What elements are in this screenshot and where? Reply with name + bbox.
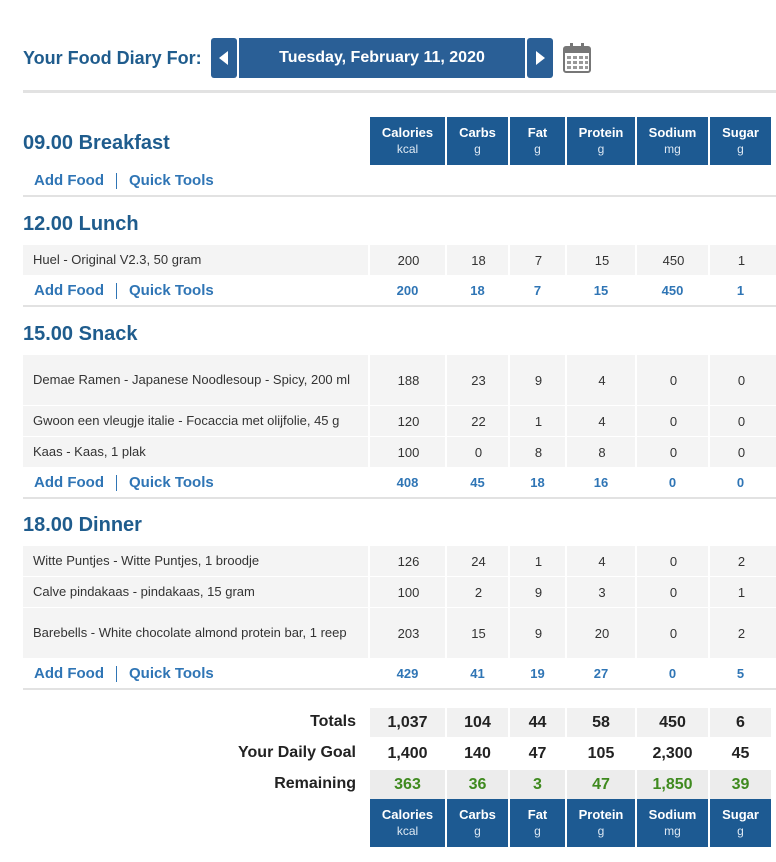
food-sugar-value: 1 <box>708 577 773 607</box>
summary-remaining-carbs: 36 <box>468 775 487 793</box>
diary-header <box>23 38 202 78</box>
food-carbs-value: 15 <box>445 608 510 658</box>
food-calories-value: 126 <box>368 546 447 576</box>
column-label: Carbs <box>459 807 496 822</box>
top-protein-header <box>567 117 635 165</box>
add-food-link[interactable]: Add Food <box>34 665 104 682</box>
food-entry-row[interactable] <box>23 577 776 608</box>
summary-remaining-sugar: 39 <box>731 775 750 793</box>
meal-sugar-total: 5 <box>736 666 745 681</box>
column-unit: g <box>474 142 481 156</box>
meal-carbs-total: 41 <box>470 666 485 681</box>
meal-sodium-total: 450 <box>661 283 684 298</box>
header-divider <box>23 90 776 93</box>
column-unit: kcal <box>396 824 419 838</box>
summary-totals-carbs: 104 <box>464 713 491 731</box>
food-name[interactable]: Demae Ramen - Japanese Noodlesoup - Spicy, 200 ml <box>33 372 350 387</box>
meal-fat-total: 19 <box>530 666 545 681</box>
summary-goal-sodium: 2,300 <box>652 744 693 762</box>
food-calories-value: 200 <box>368 245 447 275</box>
top-sodium-header <box>637 117 708 165</box>
link-divider <box>116 666 117 682</box>
column-unit: g <box>597 142 605 156</box>
food-protein-value: 4 <box>565 355 637 405</box>
summary-totals-fat: 44 <box>528 713 547 731</box>
summary-goal-carbs: 140 <box>464 744 491 762</box>
food-protein-value: 4 <box>565 546 637 576</box>
meal-summary-row <box>23 166 776 197</box>
meal-summary-row <box>23 276 776 307</box>
food-entry-row[interactable] <box>23 406 776 437</box>
meal-actions <box>34 276 214 305</box>
top-carbs-header <box>447 117 508 165</box>
top-fat-header <box>510 117 565 165</box>
meal-actions <box>34 659 214 688</box>
column-label: Sodium <box>648 807 697 822</box>
column-label: Sodium <box>648 125 697 140</box>
food-name[interactable]: Gwoon een vleugje italie - Focaccia met olijfolie, 45 g <box>33 413 340 428</box>
quick-tools-link[interactable]: Quick Tools <box>128 172 214 189</box>
food-sodium-value: 0 <box>635 406 710 436</box>
column-unit: g <box>737 824 744 838</box>
food-entry-row[interactable] <box>23 355 776 406</box>
meal-sodium-total: 0 <box>668 666 677 681</box>
meal-title: 12.00 Lunch <box>23 213 139 235</box>
food-fat-value: 1 <box>508 546 567 576</box>
meal-protein-total: 27 <box>593 666 609 681</box>
column-unit: g <box>737 142 744 156</box>
bottom-carbs-header <box>447 799 508 847</box>
food-calories-value: 100 <box>368 437 447 467</box>
food-sugar-value: 2 <box>708 608 773 658</box>
link-divider <box>116 475 117 491</box>
meal-title: 18.00 Dinner <box>23 514 142 536</box>
add-food-link[interactable]: Add Food <box>34 474 104 491</box>
summary-remaining-calories: 363 <box>394 775 421 793</box>
current-date[interactable]: Tuesday, February 11, 2020 <box>239 38 525 78</box>
column-label: Fat <box>527 125 548 140</box>
diary-title: Your Food Diary For: <box>23 47 202 68</box>
food-calories-value: 120 <box>368 406 447 436</box>
summary-goal-protein: 105 <box>587 744 615 762</box>
bottom-calories-header <box>370 799 445 847</box>
column-unit: g <box>534 142 541 156</box>
date-navigator <box>211 38 553 78</box>
add-food-link[interactable]: Add Food <box>34 282 104 299</box>
food-name[interactable]: Barebells - White chocolate almond protein bar, 1 reep <box>33 625 347 640</box>
summary-remaining-protein: 47 <box>592 775 610 793</box>
next-day-button[interactable] <box>527 38 553 78</box>
meal-protein-total: 16 <box>593 475 609 490</box>
food-sodium-value: 0 <box>635 355 710 405</box>
quick-tools-link[interactable]: Quick Tools <box>128 282 214 299</box>
meal-actions <box>34 468 214 497</box>
meal-summary-row <box>23 468 776 499</box>
food-name[interactable]: Huel - Original V2.3, 50 gram <box>33 252 202 267</box>
link-divider <box>116 173 117 189</box>
meal-protein-total: 15 <box>593 283 609 298</box>
food-carbs-value: 23 <box>445 355 510 405</box>
food-entry-row[interactable] <box>23 245 776 276</box>
food-sugar-value: 0 <box>708 406 773 436</box>
previous-day-button[interactable] <box>211 38 237 78</box>
summary-goal-label: Your Daily Goal <box>238 744 356 761</box>
food-fat-value: 9 <box>508 577 567 607</box>
meal-calories-total: 200 <box>396 283 419 298</box>
chevron-left-icon <box>219 51 229 65</box>
food-carbs-value: 0 <box>445 437 510 467</box>
column-unit: g <box>597 824 605 838</box>
meal-calories-total: 408 <box>396 475 419 490</box>
quick-tools-link[interactable]: Quick Tools <box>128 474 214 491</box>
food-name[interactable]: Kaas - Kaas, 1 plak <box>33 444 146 459</box>
food-protein-value: 3 <box>565 577 637 607</box>
summary-remaining-fat: 3 <box>533 775 542 793</box>
meal-sugar-total: 1 <box>736 283 745 298</box>
bottom-protein-header <box>567 799 635 847</box>
food-sugar-value: 1 <box>708 245 773 275</box>
food-carbs-value: 18 <box>445 245 510 275</box>
summary-totals-label: Totals <box>310 713 356 730</box>
food-calories-value: 203 <box>368 608 447 658</box>
column-label: Calories <box>381 125 434 140</box>
summary-totals-sugar: 6 <box>736 713 745 731</box>
food-fat-value: 7 <box>508 245 567 275</box>
food-sugar-value: 2 <box>708 546 773 576</box>
meal-title: 09.00 Breakfast <box>23 132 170 154</box>
meal-fat-total: 7 <box>533 283 542 298</box>
summary-goal-calories: 1,400 <box>387 744 428 762</box>
food-entry-row[interactable] <box>23 608 776 659</box>
food-protein-value: 8 <box>565 437 637 467</box>
column-label: Protein <box>578 125 624 140</box>
meal-fat-total: 18 <box>530 475 545 490</box>
link-divider <box>116 283 117 299</box>
food-carbs-value: 24 <box>445 546 510 576</box>
bottom-sodium-header <box>637 799 708 847</box>
food-sodium-value: 0 <box>635 577 710 607</box>
food-calories-value: 188 <box>368 355 447 405</box>
meal-carbs-total: 45 <box>470 475 485 490</box>
summary-totals-sodium: 450 <box>659 713 686 731</box>
chevron-right-icon <box>535 51 545 65</box>
column-label: Protein <box>578 807 624 822</box>
add-food-link[interactable]: Add Food <box>34 172 104 189</box>
summary-totals-calories: 1,037 <box>387 713 428 731</box>
meal-calories-total: 429 <box>396 666 419 681</box>
summary-remaining-sodium: 1,850 <box>652 775 693 793</box>
meal-carbs-total: 18 <box>470 283 485 298</box>
column-unit: mg <box>664 824 681 838</box>
column-label: Fat <box>527 807 548 822</box>
food-carbs-value: 22 <box>445 406 510 436</box>
summary-goal-fat: 47 <box>528 744 547 762</box>
food-sodium-value: 0 <box>635 437 710 467</box>
food-sodium-value: 0 <box>635 608 710 658</box>
food-protein-value: 15 <box>565 245 637 275</box>
food-fat-value: 8 <box>508 437 567 467</box>
food-name[interactable]: Witte Puntjes - Witte Puntjes, 1 broodje <box>33 553 260 568</box>
calendar-icon[interactable] <box>563 43 591 78</box>
column-unit: mg <box>664 142 681 156</box>
meal-summary-row <box>23 659 776 690</box>
food-entry-row[interactable] <box>23 546 776 577</box>
bottom-sugar-header <box>710 799 771 847</box>
column-unit: g <box>474 824 481 838</box>
bottom-fat-header <box>510 799 565 847</box>
food-entry-row[interactable] <box>23 437 776 468</box>
meal-actions <box>34 166 214 195</box>
meal-sugar-total: 0 <box>736 475 745 490</box>
column-label: Carbs <box>459 125 496 140</box>
top-calories-header <box>370 117 445 165</box>
food-fat-value: 9 <box>508 608 567 658</box>
meal-title: 15.00 Snack <box>23 323 138 345</box>
food-carbs-value: 2 <box>445 577 510 607</box>
food-protein-value: 20 <box>565 608 637 658</box>
column-label: Sugar <box>722 807 759 822</box>
quick-tools-link[interactable]: Quick Tools <box>128 665 214 682</box>
food-protein-value: 4 <box>565 406 637 436</box>
food-sodium-value: 0 <box>635 546 710 576</box>
food-fat-value: 1 <box>508 406 567 436</box>
column-label: Calories <box>381 807 434 822</box>
top-sugar-header <box>710 117 771 165</box>
food-fat-value: 9 <box>508 355 567 405</box>
food-sugar-value: 0 <box>708 437 773 467</box>
summary-goal-sugar: 45 <box>731 744 750 762</box>
column-label: Sugar <box>722 125 759 140</box>
column-unit: g <box>534 824 541 838</box>
food-sodium-value: 450 <box>635 245 710 275</box>
food-calories-value: 100 <box>368 577 447 607</box>
column-unit: kcal <box>396 142 419 156</box>
summary-remaining-label: Remaining <box>274 775 356 792</box>
summary-totals-protein: 58 <box>592 713 610 731</box>
food-sugar-value: 0 <box>708 355 773 405</box>
food-name[interactable]: Calve pindakaas - pindakaas, 15 gram <box>33 584 255 599</box>
meal-sodium-total: 0 <box>668 475 677 490</box>
